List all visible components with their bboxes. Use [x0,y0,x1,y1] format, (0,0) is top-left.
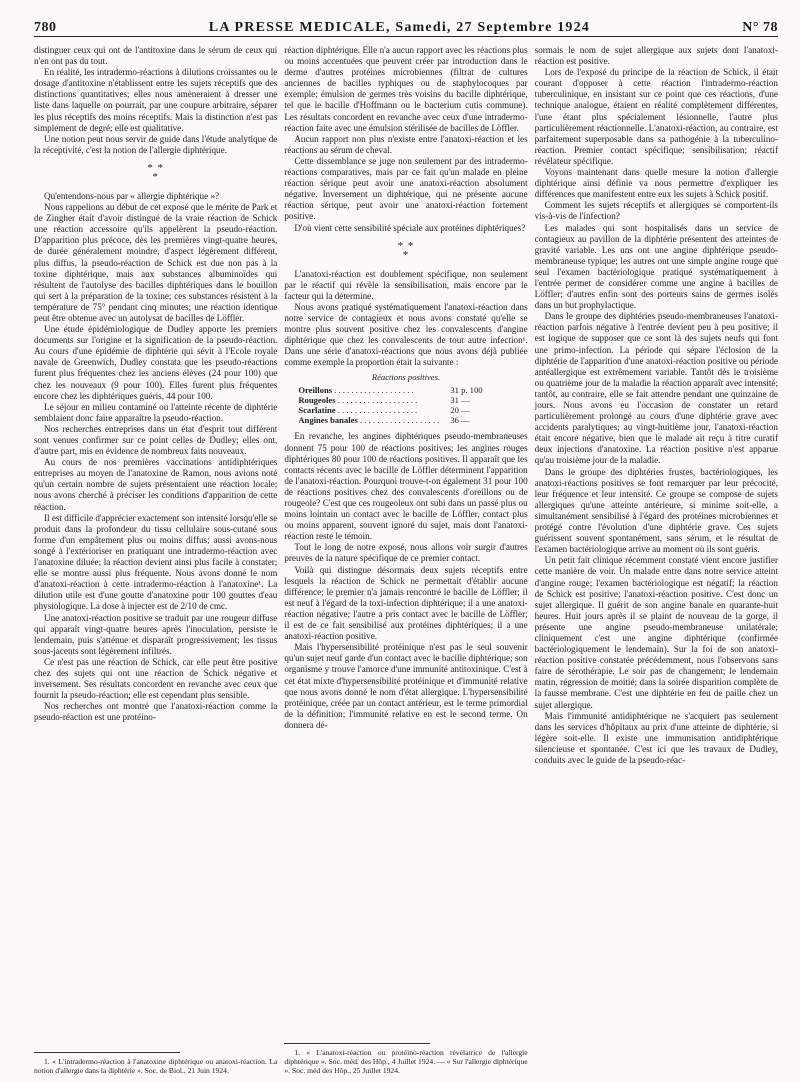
body-paragraph: Le séjour en milieu contaminé ou l'atteinte récente de diphtérie semblaient donc faire apparaître la pseudo-réaction. [34,401,278,423]
column-2-footnotes [284,1039,527,1075]
body-paragraph: Comment les sujets réceptifs et allergiques se comportent-ils vis-à-vis de l'infection? [534,200,778,222]
table-row [298,385,488,395]
page-number: 780 [34,20,57,35]
issue-number: N° 78 [742,20,778,35]
table-row-label: Oreillons . . . [298,385,446,395]
section-separator-stars: * * * [147,161,165,183]
table-row-label: Scarlatine . . . [298,405,446,415]
table-row-label: Rougeoles . . . [298,395,446,405]
footnote-divider [284,1043,430,1044]
column-1-footnotes [34,1048,277,1075]
column-1 [34,45,277,1075]
body-paragraph: En revanche, les angines diphtériques pseudo-membraneuses donnent 75 pour 100 de réactions positives; les angines rouges diphtériques 80 pour 100 de réactions positives. Il apparaît que les contacts récents avec le bacille de Löffler déterminent l'apparition de l'anatoxi-réaction. Pourquoi trouve-t-on également 31 pour 100 de réactions positives chez des convalescents d'oreillons ou de rougeole? C'est que ces rougeoleux ont subi dans un passé plus ou moins lointain un contact avec le bacille de Löffler, contact plus ou moins apparent, souvent ignoré du sujet, mais dont l'anatoxi-réaction reste le témoin. [284,431,528,542]
body-paragraph: Nos recherches entreprises dans un état d'esprit tout différent sont venues confirmer sur ce point celles de Dudley; elles ont, d'autre part, mis en évidence de nombreux faits nouveaux. [34,423,278,457]
footnote: 1. « L'anatoxi-réaction ou protéino-réaction révélatrice de l'allergie diphtérique ». Soc. méd. des Hôp., 4 Juillet 1924. — « Sur l'allergie diphtérique ». Soc. méd des Hôp., 25 Juillet 1924. [284,1048,528,1075]
body-paragraph: Voyons maintenant dans quelle mesure la notion d'allergie diphtérique ainsi définie va nous permettre d'expliquer les différences que manifestent entre eux les sujets à Schick positif. [534,167,778,200]
column-3 [535,45,778,1075]
body-paragraph: Nos recherches ont montré que l'anatoxi-réaction comme la pseudo-réaction est une protéino- [34,701,278,723]
table-row-value: 36 — [450,415,470,426]
body-paragraph: Au cours de nos premières vaccinations antidiphtériques entreprises au moyen de l'anatoxine de Ramon, nous avions noté qu'un certain nombre de sujets présentaient une réaction locale; nous avons cherché à préciser les conditions d'apparition de cette réaction. [34,457,278,512]
body-paragraph: Mais l'hypersensibilité protéinique n'est pas le seul souvenir qu'un sujet neuf garde d'un contact avec le bacille diphtérique; son organisme y trouve l'amorce d'une immunité antitoxinique. C'est à cet état mixte d'hypersensibilité protéinique et d'immunité relative que nous avons donné le nom d'état allergique. L'hypersensibilité protéinique, créée par un contact antérieur, est le terme primordial de la définition; l'immunité relative en est le second terme. On donnera dé- [284,642,528,730]
table-row-value: 20 — [450,405,470,416]
body-paragraph: Dans le groupe des diphtéries frustes, bactériologiques, les anatoxi-réactions positives se font remarquer par leur précocité, leur fréquence et leur intensité. Ce groupe se compose de sujets allergiques qu'une atteinte antérieure, si minime soit-elle, a simultanément sensibilisé à l'égard des protéines microbiennes et protégé contre l'évolution d'une diphtérie grave. Ces sujets guérissent souvent spontanément, sans sérum, et le résultat de l'examen bactériologique arrive au moment où ils sont guéris. [534,466,778,555]
table-row [298,415,488,425]
body-paragraph: L'anatoxi-réaction est doublement spécifique, non seulement par le réactif qui révèle la sensibilisation, mais encore par le facteur qui la détermine. [284,268,528,301]
body-paragraph: Dans le groupe des diphtéries pseudo-membraneuses l'anatoxi-réaction parfois négative à l'entrée devient peu à peu positive; il est logique de supposer que ce sont là des sujets neufs qui font une primo-infection. La période qui sépare l'éclosion de la diphtérie de l'apparition d'une anatoxi-réaction positive ou période antéallergique est extrêmement variable. Tantôt dès le troisième ou quatrième jour de la maladie la réaction apparaît avec intensité; tantôt, au contraire, elle se fait attendre pendant une quinzaine de jours. Nous avons eu l'occasion de constater un retard particulièrement prolongé au cours d'une diphtérie grave avec accidents paralytiques; au vingt-huitième jour, l'anatoxi-réaction était encore négative, bien que le malade ait reçu à titre curatif deux injections d'anatoxine. La réaction positive n'est apparue qu'au troisième jour de la maladie. [534,311,778,466]
body-paragraph: D'où vient cette sensibilité spéciale aux protéines diphtériques? [294,222,526,233]
body-paragraph: Il est difficile d'apprécier exactement son intensité lorsqu'elle se produit dans la profondeur du tissu cellulaire sous-cutané sous forme d'un empâtement plus ou moins diffus; aussi avons-nous songé à l'extérioriser en pratiquant une intradermo-réaction avec l'anatoxine diluée; la réaction devient ainsi plus facile à constater; elle se montre aussi plus fréquente. Nous avons donné le nom d'anatoxi-réaction à cette intradermo-réaction à l'anatoxine¹. La dilution utile est d'une goutte d'anatoxine pour 100 gouttes d'eau physiologique. La dose à injecter est de 2/10 de cmc. [34,512,278,612]
body-paragraph: Une notion peut nous servir de guide dans l'étude analytique de la réceptivité, c'est la notion de l'allergie diphtérique. [34,133,278,155]
table-row [298,395,488,405]
body-paragraph: Les malades qui sont hospitalisés dans un service de contagieux au pavillon de la diphtérie présentent des atteintes de gravité variable. Les uns ont une angine diphtérique pseudo-membraneuse typique; les autres ont une simple angine rouge que seul l'examen bactériologique pratiqué systématiquement à l'entrée permet de considérer comme une angine à bacilles de Löffler; d'autres enfin sont des porteurs sains de germes isolés dans un but prophylactique. [534,222,778,311]
body-paragraph: Ce n'est pas une réaction de Schick, car elle peut être positive chez des sujets qui ont une réaction de Schick négative et inversement. Ses résultats concordent en revanche avec ceux que fournit la pseudo-réaction; elle est cependant plus sensible. [34,656,278,701]
body-paragraph: En réalité, les intradermo-réactions à dilutions croissantes ou le dosage d'antitoxine n'établissent entre les sujets réceptifs que des distinctions quantitatives; elles nous amèneraient à dresser une liste dans laquelle on pourrait, par une coupure arbitraire, séparer les plus réceptifs des moins réceptifs. Mais la distinction n'est pas simplement de degré; elle est qualitative. [34,67,278,133]
table-row [298,405,488,415]
column-2 [284,45,527,1075]
body-paragraph: Aucun rapport non plus n'existe entre l'anatoxi-réaction et les réactions au sérum de cheval. [284,133,528,155]
body-paragraph: Mais l'immunité antidiphtérique ne s'acquiert pas seulement dans les services d'hôpitaux au prix d'une atteinte de diphtérie, si légère soit-elle. Il existe une immunisation antidiphtérique silencieuse et spontanée. C'est ici que les travaux de Dudley, conduits avec le guide de la pseudo-réac- [534,710,778,765]
positive-reactions-table [298,372,527,425]
body-paragraph: Cette dissemblance se juge non seulement par des intradermo-réactions comparatives, mais par ce fait qu'un malade en pleine réaction sérique peut avoir une anatoxi-réaction absolument négative. Inversement un diphtérique, qui ne présente aucune réaction sérique, peut avoir une anatoxi-réaction fortement positive. [284,155,528,222]
table-row-value: 31 p. 100 [450,385,483,396]
body-paragraph: Une anatoxi-réaction positive se traduit par une rougeur diffuse qui apparaît vingt-quatre heures après l'inoculation, persiste le lendemain, puis s'atténue et disparaît progressivement; les tissus sous-jacents sont légèrement infiltrés. [34,612,278,656]
table-caption: Réactions positives. [371,372,441,383]
article-columns [34,45,778,1075]
body-paragraph: Nous avons pratiqué systématiquement l'anatoxi-réaction dans notre service de contagieux et nous avons constaté qu'elle se montre plus souvent positive chez les convalescents d'angine diphtérique que chez les convalescents de tout autre infection¹. Dans une série d'anatoxi-réactions que nous avons déjà publiée comme exemple la proportion était la suivante : [284,301,528,368]
body-paragraph: Un petit fait clinique récemment constaté vient encore justifier cette manière de voir. Un malade entre dans notre service atteint d'angine rouge; l'examen bactériologique est négatif; la réaction de Schick est positive; l'anatoxi-réaction positive. C'est donc un sujet allergique. Il guérit de son angine banale en quarante-huit heures. Huit jours après il se plaint de nouveau de la gorge, il présente une angine pseudo-membraneuse unilatérale; cliniquement c'est une angine diphtérique (confirmée bactériologiquement le lendemain). Sur la foi de son anatoxi-réaction positive constatée précédemment, nous l'observons sans faire de sérothérapie. Le soir pas de changement; le lendemain matin, régression de moitié; dans la soirée disparition complète de la fausse membrane. C'est une diphtérie en feu de paille chez un sujet allergique. [534,555,778,710]
body-paragraph: Tout le long de notre exposé, nous allons voir surgir d'autres preuves de la nature spécifique de ce premier contact. [284,542,528,564]
body-paragraph: réaction diphtérique. Elle n'a aucun rapport avec les réactions plus ou moins accentuées que peuvent créer par introduction dans le derme d'autres protéines microbiennes (filtrat de cultures anciennes de bacilles typhiques ou de staphylocoques par exemple; émulsion de germes très voisins du bacille diphtérique, tel que le bacille d'Hoffmann ou le bacterium cutis commune). Les résultats concordent en revanche avec ceux d'une intradermo-réaction faite avec une émulsion stérilisée de bacilles de Löffler. [284,45,528,133]
footnote-divider [34,1052,180,1053]
body-paragraph: Lors de l'exposé du principe de la réaction de Schick, il était courant d'opposer à cette réaction l'intradermo-réaction tuberculinique, en insistant sur ce point que ces réactions, d'une technique analogue, étaient en réalité complètement différentes, l'une étant plus spécialement lésionnelle, l'autre plus particulièrement réactionnelle. L'anatoxi-réaction, au contraire, est parfaitement superposable dans sa pathogénie à la tuberculino-réaction. Premier contact spécifique; sensibilisation; réactif révélateur spécifique. [534,67,778,166]
body-paragraph: Nous rappelions au début de cet exposé que le mérite de Park et de Zingher était d'avoir distingué de la vraie réaction de Schick une réaction accessoire qu'ils appelèrent la pseudo-réaction. D'apparition plus précoce, dès les premières vingt-quatre heures, de durée généralement moindre, d'aspect légèrement différent, plus diffus, la pseudo-réaction de Schick est due non pas à la toxine diphtérique, mais aux substances albuminoïdes qui résultent de l'autolyse des bacilles diphtériques dans le bouillon qui sert à la préparation de la toxine; ces substances résistent à la température de 75° pendant cinq minutes; une réaction identique peut être obtenue avec un autolysat de bacilles de Löffler. [34,202,278,323]
body-paragraph: Une étude épidémiologique de Dudley apporte les premiers documents sur l'origine et la signification de la pseudo-réaction. Au cours d'une épidémie de diphtérie qui sévit à l'Ecole royale navale de Greenwich, Dudley constata que les pseudo-réactions furent plus fréquentes chez les anciens élèves (24 pour 100) que chez les nouveaux (9 pour 100). Elles furent plus fréquentes encore chez les diphtériques guéris, 44 pour 100. [34,324,278,401]
body-paragraph: sormais le nom de sujet allergique aux sujets dont l'anatoxi-réaction est positive. [534,45,778,67]
footnote: 1. « L'intradermo-réaction à l'anatoxine diphtérique ou anatoxi-réaction. La notion d'allergie dans la diphtérie ». Soc. de Biol., 21 Juin 1924. [34,1057,278,1075]
section-separator-stars: * * * [397,239,415,261]
body-paragraph: Voilà qui distingue désormais deux sujets réceptifs entre lesquels la réaction de Schick ne permettait d'établir aucune différence; le premier n'a jamais rencontré le bacille de Löffler; il est neuf à l'égard de la toxi-infection diphtérique; il a une anatoxi-réaction négative; l'autre a pris contact avec le bacille de Löffler; il est de ce fait sensibilisé aux protéines diphtériques; il a une anatoxi-réaction positive. [284,564,528,642]
body-paragraph: Qu'entendons-nous par « allergie diphtérique »? [44,190,220,201]
page-header [34,14,778,37]
body-paragraph: distinguer ceux qui ont de l'antitoxine dans le sérum de ceux qui n'en ont pas du tout. [34,45,278,67]
table-row-value: 31 — [450,395,470,406]
table-row-label: Angines banales . . . [298,415,446,425]
journal-title-date: LA PRESSE MEDICALE, Samedi, 27 Septembre 1924 [208,20,590,35]
